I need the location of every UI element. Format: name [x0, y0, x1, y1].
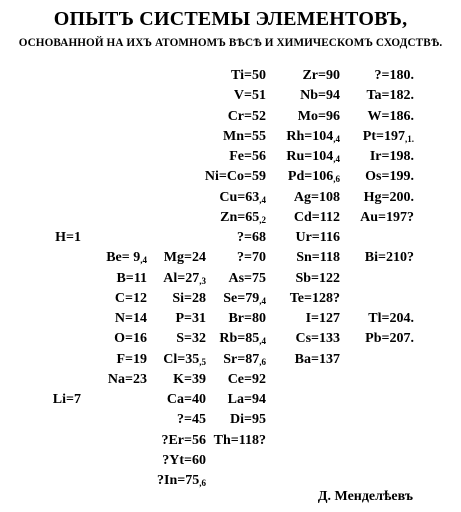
element-entry: [364, 189, 414, 207]
element-value: K=39: [173, 371, 206, 387]
element-entry: [302, 67, 340, 85]
element-entry: [295, 270, 340, 288]
element-value: C=12: [114, 290, 147, 306]
element-entry: [306, 310, 340, 328]
element-entry: [231, 67, 266, 85]
element-entry: [219, 189, 266, 207]
element-value: B=11: [116, 270, 147, 286]
element-value: W=186.: [367, 108, 414, 124]
element-value-decimal: ,4: [259, 194, 266, 205]
element-entry: [368, 310, 414, 328]
element-value: N=14: [114, 311, 147, 326]
element-value: Cu=63: [219, 189, 260, 205]
element-entry: [288, 168, 340, 186]
element-value: Be= 9: [106, 250, 141, 266]
element-value: Ag=108: [293, 189, 340, 205]
element-value: Se=79: [223, 290, 260, 306]
element-value: Ta=182.: [366, 88, 414, 104]
element-entry: [365, 249, 414, 267]
element-entry: [223, 351, 266, 369]
element-entry: [368, 108, 414, 126]
element-value: Ni=Co=59: [204, 169, 266, 185]
element-value: Tl=204.: [368, 311, 414, 326]
element-entry: [176, 330, 206, 348]
element-entry: [175, 310, 206, 328]
element-value-decimal: ,3: [199, 275, 206, 286]
element-entry: [205, 168, 266, 186]
element-value: I=127: [305, 311, 340, 326]
element-value: ?=70: [237, 250, 266, 266]
element-value: Br=80: [228, 311, 266, 326]
document-title: ОПЫТЪ СИСТЕМЫ ЭЛЕМЕНТОВЪ,: [53, 8, 408, 30]
element-value-decimal: ,4: [259, 295, 266, 306]
element-value: Ba=137: [294, 351, 340, 367]
element-value: Di=95: [230, 412, 266, 428]
element-value-decimal: ,4: [259, 336, 266, 347]
element-entry: [177, 411, 206, 429]
element-entry: [162, 452, 206, 470]
element-value: Ca=40: [166, 392, 206, 407]
element-value: Ti=50: [231, 68, 266, 83]
element-value: P=31: [175, 311, 206, 326]
element-value: Ir=198.: [369, 149, 414, 164]
element-value: Mo=96: [297, 108, 340, 124]
element-value: Zn=65: [220, 209, 260, 225]
element-entry: [55, 229, 81, 247]
element-value-decimal: ,1.: [405, 133, 414, 144]
element-value: Rb=85: [219, 331, 260, 347]
element-value-decimal: ,2: [259, 214, 266, 225]
element-value: Li=7: [52, 392, 81, 407]
element-value: O=16: [114, 331, 147, 347]
element-entry: [366, 87, 414, 105]
element-value: ?Er=56: [161, 432, 206, 448]
element-entry: [228, 270, 266, 288]
element-value-decimal: ,6: [333, 174, 340, 185]
element-value: Mn=55: [223, 128, 266, 144]
element-entry: [295, 351, 340, 369]
element-value: La=94: [227, 392, 266, 407]
element-entry: [294, 209, 340, 227]
element-value: Al=27: [163, 270, 200, 286]
element-entry: [163, 351, 206, 369]
element-entry: [375, 67, 414, 85]
element-value: H=1: [55, 230, 81, 245]
element-value: Nb=94: [300, 88, 340, 104]
element-entry: [115, 310, 147, 328]
element-entry: [286, 128, 340, 146]
element-value: Zr=90: [302, 68, 340, 83]
element-entry: [360, 209, 414, 227]
element-value: Th=118?: [213, 432, 266, 448]
element-value: Au=197?: [360, 209, 414, 225]
element-entry: [237, 249, 266, 267]
element-value: ?=68: [237, 230, 266, 245]
element-value: Cd=112: [293, 209, 340, 225]
element-value: F=19: [116, 351, 147, 367]
element-entry: [223, 290, 266, 308]
element-entry: [219, 330, 266, 348]
element-value-decimal: ,4: [333, 154, 340, 164]
element-value: Cs=133: [295, 331, 340, 347]
element-entry: [223, 128, 266, 146]
element-entry: [237, 229, 266, 247]
element-value: Ur=116: [295, 230, 340, 245]
element-entry: [298, 108, 340, 126]
element-entry: [228, 391, 266, 409]
element-entry: [228, 108, 266, 126]
element-value: ?In=75: [157, 473, 200, 488]
element-entry: [214, 432, 266, 450]
element-value: S=32: [176, 331, 206, 347]
element-value: Hg=200.: [363, 189, 414, 205]
element-entry: [295, 229, 340, 247]
element-value-decimal: ,6: [199, 478, 206, 488]
element-entry: [295, 330, 340, 348]
element-value: Sr=87: [223, 351, 260, 367]
element-entry: [157, 472, 206, 490]
element-entry: [106, 249, 147, 267]
element-entry: [230, 411, 266, 429]
element-value: ?=180.: [374, 68, 414, 83]
element-entry: [365, 168, 414, 186]
element-value: Sn=118: [296, 250, 340, 266]
element-entry: [228, 310, 266, 328]
element-value: Ce=92: [227, 371, 266, 387]
element-entry: [229, 148, 266, 166]
element-entry: [161, 432, 206, 450]
element-entry: [114, 330, 147, 348]
element-value: ?=45: [177, 412, 206, 428]
element-value: As=75: [228, 270, 266, 286]
element-entry: [172, 290, 206, 308]
element-entry: [228, 371, 266, 389]
element-value: Cr=52: [227, 108, 266, 124]
signature: Д. Менделѣевъ: [317, 489, 413, 504]
element-entry: [167, 391, 206, 409]
element-value: Mg=24: [163, 250, 206, 266]
element-entry: [296, 249, 340, 267]
element-value-decimal: ,4: [140, 255, 147, 266]
element-entry: [365, 330, 414, 348]
element-value: Pt=197: [362, 128, 405, 144]
element-entry: [363, 128, 414, 146]
element-entry: [294, 189, 340, 207]
element-value: Te=128?: [289, 290, 340, 306]
element-value-decimal: ,6: [259, 356, 266, 367]
document-subtitle: ОСНОВАННОЙ НА ИХЪ АТОМНОМЪ ВѢСѢ И ХИМИЧЕСКОМЪ СХОДСТВѢ.: [18, 37, 443, 49]
element-entry: [220, 209, 266, 227]
element-value: Na=23: [107, 371, 147, 387]
element-value: Rh=104: [286, 128, 334, 144]
element-entry: [116, 351, 147, 369]
element-entry: [173, 371, 206, 389]
element-value-decimal: ,5: [199, 356, 206, 367]
element-value: Os=199.: [365, 169, 414, 185]
element-value: Bi=210?: [364, 250, 414, 266]
element-entry: [108, 371, 147, 389]
element-entry: [290, 290, 340, 308]
element-entry: [164, 249, 206, 267]
element-value: Sb=122: [295, 270, 340, 286]
element-entry: [115, 290, 147, 308]
element-value: Ru=104: [286, 149, 334, 164]
element-entry: [163, 270, 206, 288]
element-entry: [116, 270, 147, 288]
element-entry: [300, 87, 340, 105]
element-value: Fe=56: [229, 149, 266, 164]
element-value: V=51: [233, 88, 266, 104]
element-entry: [370, 148, 414, 166]
element-value: Pb=207.: [365, 331, 414, 347]
element-entry: [53, 391, 81, 409]
element-value-decimal: ,4: [333, 133, 340, 144]
element-value: ?Yt=60: [162, 452, 206, 468]
element-value: Pd=106: [287, 169, 334, 185]
element-entry: [286, 148, 340, 166]
element-entry: [234, 87, 266, 105]
element-value: Cl=35: [163, 351, 200, 367]
element-value: Si=28: [172, 290, 206, 306]
